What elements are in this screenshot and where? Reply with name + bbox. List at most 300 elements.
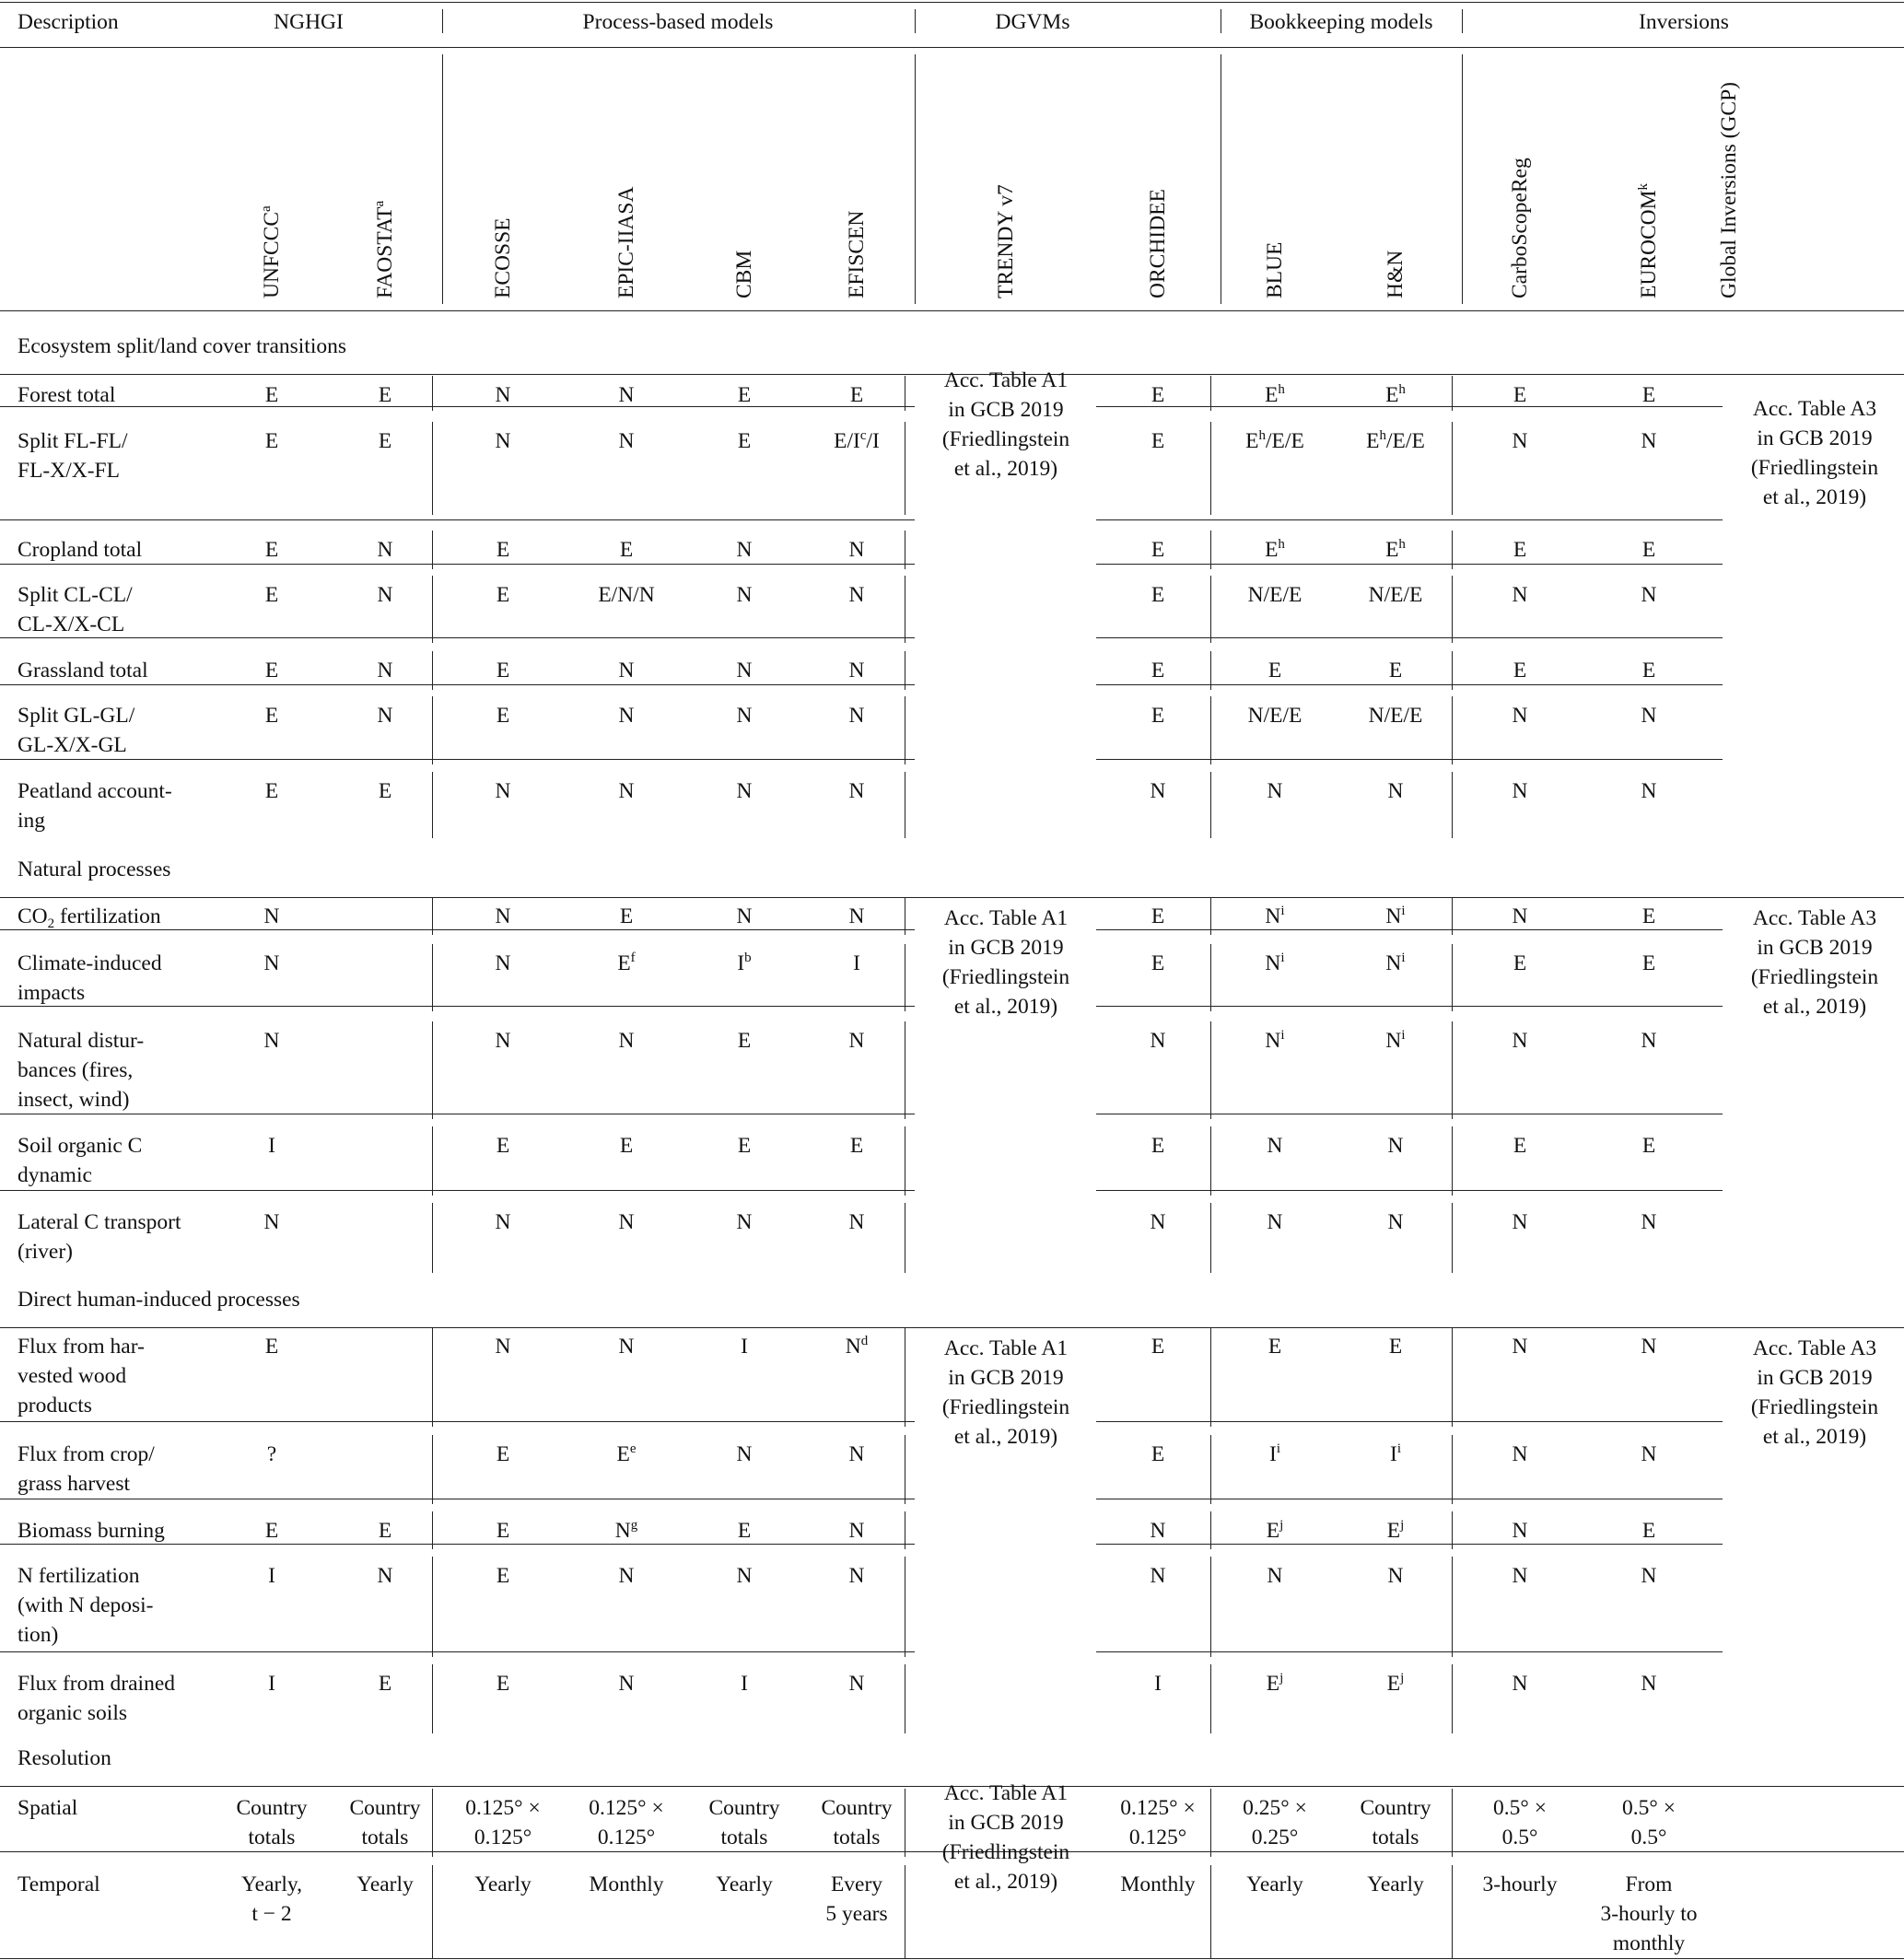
row-label: Split CL-CL/ CL-X/X-CL bbox=[18, 583, 133, 636]
rule-line bbox=[0, 759, 915, 760]
table-cell: E bbox=[1513, 383, 1527, 407]
table-cell: E bbox=[496, 1564, 510, 1588]
table-cell: N bbox=[618, 704, 635, 728]
table-cell: N bbox=[736, 583, 753, 607]
row-label: $CO_2$ fertilization bbox=[18, 904, 161, 931]
table-cell: $E^h$ bbox=[1265, 382, 1285, 407]
table-cell: $E^e$ bbox=[616, 1441, 637, 1466]
table-cell: E bbox=[1151, 704, 1165, 728]
column-separator bbox=[1210, 1435, 1211, 1504]
table-cell: E bbox=[619, 904, 634, 928]
table-cell: E bbox=[1388, 1335, 1403, 1359]
column-separator bbox=[1462, 9, 1463, 33]
table-cell: E bbox=[496, 659, 510, 682]
table-cell: E bbox=[496, 1519, 510, 1543]
group-header: Bookkeeping models bbox=[1249, 10, 1433, 34]
table-cell: N bbox=[495, 1029, 511, 1053]
column-separator bbox=[1452, 944, 1453, 1011]
model-header: EPIC-IIASA bbox=[614, 186, 638, 298]
column-separator bbox=[432, 1557, 433, 1657]
rule-line bbox=[1096, 406, 1723, 407]
table-cell: Monthly bbox=[1120, 1872, 1196, 1896]
model-header: CarboScopeReg bbox=[1508, 158, 1532, 298]
rule-line bbox=[0, 1190, 915, 1191]
table-cell: N bbox=[618, 1210, 635, 1234]
rule-line bbox=[1096, 759, 1723, 760]
column-separator bbox=[1452, 1435, 1453, 1504]
rule-line bbox=[0, 564, 915, 565]
row-label: Flux from crop/ grass harvest bbox=[18, 1442, 155, 1496]
table-cell: E bbox=[496, 1134, 510, 1158]
table-cell: N bbox=[1512, 704, 1528, 728]
rule-line bbox=[0, 406, 915, 407]
rule-line bbox=[0, 1006, 915, 1007]
table-cell: Country totals bbox=[236, 1796, 308, 1849]
table-cell: N bbox=[377, 704, 393, 728]
table-cell: E bbox=[264, 429, 279, 453]
table-cell: $N^i$ bbox=[1265, 1028, 1285, 1053]
rule-line bbox=[0, 897, 1904, 898]
row-label: Flux from drained organic soils bbox=[18, 1672, 175, 1725]
column-separator bbox=[1210, 1203, 1211, 1273]
table-cell: N bbox=[848, 1564, 865, 1588]
table-cell: N bbox=[1641, 704, 1657, 728]
table-cell: E bbox=[264, 704, 279, 728]
table-cell: N bbox=[848, 583, 865, 607]
table-cell: N bbox=[848, 1519, 865, 1543]
model-header: FAOSTAT$^a$ bbox=[372, 200, 397, 298]
model-header: TRENDY v7 bbox=[994, 184, 1018, 298]
table-cell: E bbox=[737, 1519, 752, 1543]
table-cell: E bbox=[737, 383, 752, 407]
table-cell: Yearly bbox=[1367, 1872, 1424, 1896]
table-cell: N bbox=[848, 1210, 865, 1234]
table-cell: $E/I^c/I$ bbox=[834, 428, 880, 453]
table-cell: E bbox=[264, 583, 279, 607]
column-separator bbox=[1210, 1021, 1211, 1119]
model-header: BLUE bbox=[1263, 241, 1287, 298]
table-cell: N bbox=[1512, 1564, 1528, 1588]
table-cell: I bbox=[268, 1672, 275, 1696]
rule-line bbox=[0, 2, 1904, 3]
gcp-reference: Acc. Table A3 in GCB 2019 (Friedlingstein et al., 2019) bbox=[1750, 1336, 1879, 1449]
row-label: Lateral C transport (river) bbox=[18, 1210, 181, 1264]
model-header: ECOSSE bbox=[491, 217, 515, 298]
table-cell: $E^j$ bbox=[1266, 1671, 1284, 1696]
rule-line bbox=[0, 1544, 915, 1545]
table-cell: N bbox=[495, 1210, 511, 1234]
rule-line bbox=[1096, 1651, 1723, 1652]
table-cell: N bbox=[1512, 1029, 1528, 1053]
table-cell: Yearly bbox=[716, 1872, 773, 1896]
table-cell: N bbox=[1150, 1210, 1166, 1234]
table-cell: I bbox=[1154, 1672, 1162, 1696]
table-cell: N bbox=[1641, 1335, 1657, 1359]
table-cell: Yearly bbox=[474, 1872, 531, 1896]
table-cell: N/E/E bbox=[1368, 583, 1423, 607]
table-cell: N bbox=[736, 704, 753, 728]
row-label: Soil organic C dynamic bbox=[18, 1134, 143, 1187]
table-cell: N bbox=[1512, 583, 1528, 607]
column-separator bbox=[1452, 576, 1453, 643]
table-cell: N bbox=[618, 779, 635, 803]
table-cell: I bbox=[268, 1134, 275, 1158]
table-cell: E bbox=[378, 1672, 392, 1696]
table-cell: N bbox=[495, 779, 511, 803]
table-cell: N bbox=[618, 1672, 635, 1696]
table-cell: N bbox=[848, 1672, 865, 1696]
table-cell: N bbox=[736, 1210, 753, 1234]
table-cell: N bbox=[263, 1029, 280, 1053]
table-cell: E bbox=[264, 659, 279, 682]
table-cell: E bbox=[378, 429, 392, 453]
table-cell: N bbox=[848, 904, 865, 928]
trendy-reference: Acc. Table A1 in GCB 2019 (Friedlingstein et al., 2019) bbox=[941, 1336, 1070, 1449]
table-cell: N bbox=[1641, 429, 1657, 453]
group-header: NGHGI bbox=[274, 10, 344, 34]
column-separator bbox=[1452, 696, 1453, 764]
table-cell: E bbox=[849, 383, 864, 407]
table-cell: $N^i$ bbox=[1385, 951, 1406, 975]
column-separator bbox=[1210, 1865, 1211, 1959]
rule-line bbox=[0, 929, 915, 930]
table-cell: E bbox=[1151, 1442, 1165, 1466]
row-label: Flux from har- vested wood products bbox=[18, 1335, 145, 1418]
table-cell: N bbox=[495, 383, 511, 407]
model-header: ORCHIDEE bbox=[1146, 189, 1170, 298]
table-cell: 0.5° × 0.5° bbox=[1622, 1796, 1676, 1849]
table-cell: Yearly bbox=[1246, 1872, 1303, 1896]
row-label: Peatland account- ing bbox=[18, 779, 172, 833]
table-cell: N bbox=[1267, 1210, 1283, 1234]
column-separator bbox=[432, 1203, 433, 1273]
column-separator bbox=[1452, 1557, 1453, 1657]
table-cell: 0.125° × 0.125° bbox=[589, 1796, 664, 1849]
table-cell: From 3-hourly to monthly bbox=[1600, 1872, 1698, 1955]
column-separator bbox=[432, 422, 433, 515]
model-header: Global Inversions (GCP) bbox=[1717, 82, 1741, 298]
column-separator bbox=[915, 54, 916, 304]
table-cell: E bbox=[264, 538, 279, 562]
table-cell: E bbox=[1151, 429, 1165, 453]
table-cell: E bbox=[1151, 538, 1165, 562]
model-header: EFISCEN bbox=[845, 210, 869, 298]
trendy-reference: Acc. Table A1 in GCB 2019 (Friedlingstein et al., 2019) bbox=[941, 368, 1070, 481]
table-cell: N bbox=[1387, 1210, 1404, 1234]
section-title: Ecosystem split/land cover transitions bbox=[18, 334, 347, 358]
table-cell: $N^d$ bbox=[845, 1334, 869, 1359]
model-header: CBM bbox=[732, 250, 756, 298]
column-separator bbox=[432, 1664, 433, 1733]
table-cell: E bbox=[1641, 951, 1656, 975]
table-cell: $E^j$ bbox=[1386, 1671, 1405, 1696]
table-cell: E bbox=[737, 429, 752, 453]
table-cell: N bbox=[1512, 1672, 1528, 1696]
column-separator bbox=[1210, 696, 1211, 764]
table-cell: E bbox=[378, 383, 392, 407]
rule-line bbox=[1096, 684, 1723, 685]
column-separator bbox=[1210, 1126, 1211, 1196]
column-separator bbox=[432, 772, 433, 838]
table-cell: N bbox=[736, 904, 753, 928]
table-cell: N bbox=[618, 1564, 635, 1588]
section-title: Resolution bbox=[18, 1746, 111, 1770]
table-cell: E/N/N bbox=[598, 583, 655, 607]
column-separator bbox=[432, 696, 433, 764]
row-label: Split FL-FL/ FL-X/X-FL bbox=[18, 429, 128, 483]
table-cell: $E^j$ bbox=[1386, 1518, 1405, 1543]
table-cell: E bbox=[849, 1134, 864, 1158]
rule-line bbox=[0, 637, 915, 638]
table-cell: E bbox=[1151, 1134, 1165, 1158]
column-separator bbox=[432, 1126, 433, 1196]
rule-line bbox=[1096, 564, 1723, 565]
table-cell: E bbox=[1267, 1335, 1282, 1359]
table-cell: I bbox=[741, 1335, 748, 1359]
table-cell: $E^h/E/E$ bbox=[1245, 428, 1304, 453]
table-cell: N bbox=[1641, 1210, 1657, 1234]
rule-line bbox=[0, 1421, 915, 1422]
table-cell: 0.125° × 0.125° bbox=[1120, 1796, 1196, 1849]
rule-line bbox=[1096, 929, 1723, 930]
column-separator bbox=[1210, 1327, 1211, 1427]
table-cell: N bbox=[1512, 429, 1528, 453]
table-cell: E bbox=[1151, 1335, 1165, 1359]
table-cell: N bbox=[1641, 1672, 1657, 1696]
table-cell: N bbox=[1641, 779, 1657, 803]
column-separator bbox=[915, 9, 916, 33]
column-separator bbox=[1210, 944, 1211, 1011]
table-cell: Every 5 years bbox=[825, 1872, 888, 1926]
row-label: Biomass burning bbox=[18, 1519, 165, 1543]
table-cell: N bbox=[263, 951, 280, 975]
column-separator bbox=[442, 54, 443, 304]
table-cell: N bbox=[618, 1335, 635, 1359]
table-cell: E bbox=[378, 779, 392, 803]
table-cell: N bbox=[1512, 1519, 1528, 1543]
table-cell: E bbox=[1641, 1519, 1656, 1543]
table-cell: N bbox=[495, 951, 511, 975]
table-cell: N bbox=[1150, 779, 1166, 803]
table-cell: E bbox=[496, 538, 510, 562]
table-cell: N bbox=[1512, 904, 1528, 928]
table-cell: N bbox=[495, 1335, 511, 1359]
column-separator bbox=[1210, 1557, 1211, 1657]
table-cell: N bbox=[736, 1442, 753, 1466]
table-cell: E bbox=[1513, 1134, 1527, 1158]
table-cell: 3-hourly bbox=[1482, 1872, 1558, 1896]
group-header: Inversions bbox=[1639, 10, 1729, 34]
table-cell: N bbox=[1150, 1519, 1166, 1543]
table-cell: E bbox=[1151, 383, 1165, 407]
column-separator bbox=[1210, 1789, 1211, 1857]
column-separator bbox=[1210, 1664, 1211, 1733]
table-cell: N bbox=[377, 583, 393, 607]
table-cell: E bbox=[1388, 659, 1403, 682]
column-separator bbox=[432, 944, 433, 1011]
table-cell: N bbox=[1267, 1564, 1283, 1588]
column-separator bbox=[432, 1789, 433, 1857]
table-cell: N bbox=[1641, 1442, 1657, 1466]
table-cell: N bbox=[848, 659, 865, 682]
table-cell: E bbox=[264, 383, 279, 407]
column-separator bbox=[1452, 1664, 1453, 1733]
column-separator bbox=[1452, 1789, 1453, 1857]
column-separator bbox=[1452, 422, 1453, 515]
table-cell: E bbox=[1641, 538, 1656, 562]
header-description: Description bbox=[18, 10, 119, 34]
table-cell: ? bbox=[266, 1442, 277, 1466]
table-cell: E bbox=[1513, 951, 1527, 975]
table-cell: I bbox=[741, 1672, 748, 1696]
table-cell: Country totals bbox=[349, 1796, 421, 1849]
table-cell: E bbox=[619, 1134, 634, 1158]
column-separator bbox=[432, 1021, 433, 1119]
table-cell: E bbox=[264, 779, 279, 803]
table-cell: $N^i$ bbox=[1265, 951, 1285, 975]
trendy-reference: Acc. Table A1 in GCB 2019 (Friedlingstein et al., 2019) bbox=[941, 906, 1070, 1019]
table-cell: N bbox=[1150, 1029, 1166, 1053]
table-cell: E bbox=[737, 1029, 752, 1053]
column-separator bbox=[1210, 422, 1211, 515]
rule-line bbox=[1096, 1421, 1723, 1422]
table-cell: N bbox=[377, 1564, 393, 1588]
table-cell: N bbox=[618, 659, 635, 682]
table-cell: N bbox=[263, 904, 280, 928]
section-title: Direct human-induced processes bbox=[18, 1288, 300, 1312]
table-cell: N bbox=[618, 383, 635, 407]
table-cell: E bbox=[1151, 951, 1165, 975]
row-label: Climate-induced impacts bbox=[18, 951, 162, 1005]
table-cell: N bbox=[848, 538, 865, 562]
table-cell: E bbox=[1641, 904, 1656, 928]
table-cell: I bbox=[853, 951, 860, 975]
table-cell: N bbox=[736, 538, 753, 562]
table-cell: E bbox=[378, 1519, 392, 1543]
rule-line bbox=[0, 1327, 1904, 1328]
model-header: EUROCOM$^k$ bbox=[1636, 182, 1661, 298]
rule-line bbox=[1096, 637, 1723, 638]
column-separator bbox=[432, 1327, 433, 1427]
column-separator bbox=[1452, 1865, 1453, 1959]
column-separator bbox=[1462, 54, 1463, 304]
rule-line bbox=[0, 310, 1904, 311]
column-separator bbox=[1452, 1021, 1453, 1119]
table-cell: E bbox=[619, 538, 634, 562]
table-cell: E bbox=[264, 1335, 279, 1359]
table-cell: E bbox=[737, 1134, 752, 1158]
table-cell: $N^i$ bbox=[1385, 1028, 1406, 1053]
row-label: Cropland total bbox=[18, 538, 143, 562]
table-cell: N bbox=[377, 538, 393, 562]
rule-line bbox=[1096, 1190, 1723, 1191]
table-cell: E bbox=[1151, 904, 1165, 928]
row-label: N fertilization (with N deposi- tion) bbox=[18, 1564, 154, 1647]
table-cell: E bbox=[1513, 659, 1527, 682]
rule-line bbox=[0, 47, 1904, 48]
rule-line bbox=[0, 519, 915, 520]
table-cell: E bbox=[1151, 583, 1165, 607]
table-cell: N bbox=[263, 1210, 280, 1234]
table-cell: N/E/E bbox=[1368, 704, 1423, 728]
rule-line bbox=[0, 1651, 915, 1652]
table-cell: N bbox=[1641, 1029, 1657, 1053]
table-cell: N bbox=[1267, 1134, 1283, 1158]
table-cell: $N^i$ bbox=[1265, 904, 1285, 928]
column-separator bbox=[1210, 772, 1211, 838]
row-label: Temporal bbox=[18, 1872, 100, 1896]
table-cell: E bbox=[1513, 538, 1527, 562]
table-cell: N bbox=[1641, 1564, 1657, 1588]
row-label: Spatial bbox=[18, 1796, 78, 1820]
gcp-reference: Acc. Table A3 in GCB 2019 (Friedlingstein et al., 2019) bbox=[1750, 397, 1879, 509]
table-cell: N bbox=[1150, 1564, 1166, 1588]
table-cell: E bbox=[1641, 1134, 1656, 1158]
table-cell: N bbox=[848, 704, 865, 728]
table-cell: N bbox=[1512, 1442, 1528, 1466]
table-cell: $E^h$ bbox=[1265, 537, 1285, 562]
section-title: Natural processes bbox=[18, 858, 171, 881]
rule-line bbox=[0, 684, 915, 685]
column-separator bbox=[432, 1865, 433, 1959]
model-header: UNFCCC$^a$ bbox=[259, 205, 284, 298]
table-cell: N bbox=[848, 779, 865, 803]
table-cell: Yearly, t − 2 bbox=[241, 1872, 302, 1926]
model-header: H&N bbox=[1384, 250, 1408, 298]
rule-line bbox=[1096, 1544, 1723, 1545]
table-cell: E bbox=[496, 1442, 510, 1466]
column-separator bbox=[1210, 576, 1211, 643]
column-separator bbox=[1452, 1203, 1453, 1273]
table-cell: N bbox=[736, 659, 753, 682]
column-separator bbox=[442, 9, 443, 33]
table-cell: $I^i$ bbox=[1390, 1441, 1401, 1466]
table-cell: I bbox=[268, 1564, 275, 1588]
row-label: Forest total bbox=[18, 383, 116, 407]
table-cell: Country totals bbox=[1360, 1796, 1431, 1849]
table-cell: $E^f$ bbox=[617, 951, 636, 975]
table-cell: N bbox=[618, 1029, 635, 1053]
table-cell: E bbox=[1641, 383, 1656, 407]
table-cell: N bbox=[736, 779, 753, 803]
trendy-reference: Acc. Table A1 in GCB 2019 (Friedlingstein et al., 2019) bbox=[941, 1781, 1070, 1894]
table-cell: 0.5° × 0.5° bbox=[1493, 1796, 1547, 1849]
table-cell: N bbox=[1387, 1564, 1404, 1588]
column-separator bbox=[1452, 1327, 1453, 1427]
table-cell: E bbox=[496, 704, 510, 728]
table-cell: N bbox=[495, 904, 511, 928]
table-cell: N bbox=[618, 429, 635, 453]
table-cell: E bbox=[1151, 659, 1165, 682]
table-cell: N bbox=[848, 1442, 865, 1466]
rule-line bbox=[0, 1958, 1904, 1959]
row-label: Split GL-GL/ GL-X/X-GL bbox=[18, 704, 135, 757]
table-cell: N bbox=[377, 659, 393, 682]
table-cell: E bbox=[496, 583, 510, 607]
rule-line bbox=[1096, 519, 1723, 520]
table-cell: N bbox=[1641, 583, 1657, 607]
table-cell: E bbox=[1641, 659, 1656, 682]
table-cell: $I^b$ bbox=[737, 951, 752, 975]
table-cell: N bbox=[1267, 779, 1283, 803]
table-cell: Country totals bbox=[708, 1796, 780, 1849]
table-cell: Yearly bbox=[356, 1872, 414, 1896]
table-cell: N bbox=[848, 1029, 865, 1053]
table-cell: $E^h$ bbox=[1385, 382, 1406, 407]
row-label: Natural distur- bances (fires, insect, wind) bbox=[18, 1029, 145, 1112]
table-cell: E bbox=[496, 1672, 510, 1696]
table-cell: 0.25° × 0.25° bbox=[1243, 1796, 1307, 1849]
